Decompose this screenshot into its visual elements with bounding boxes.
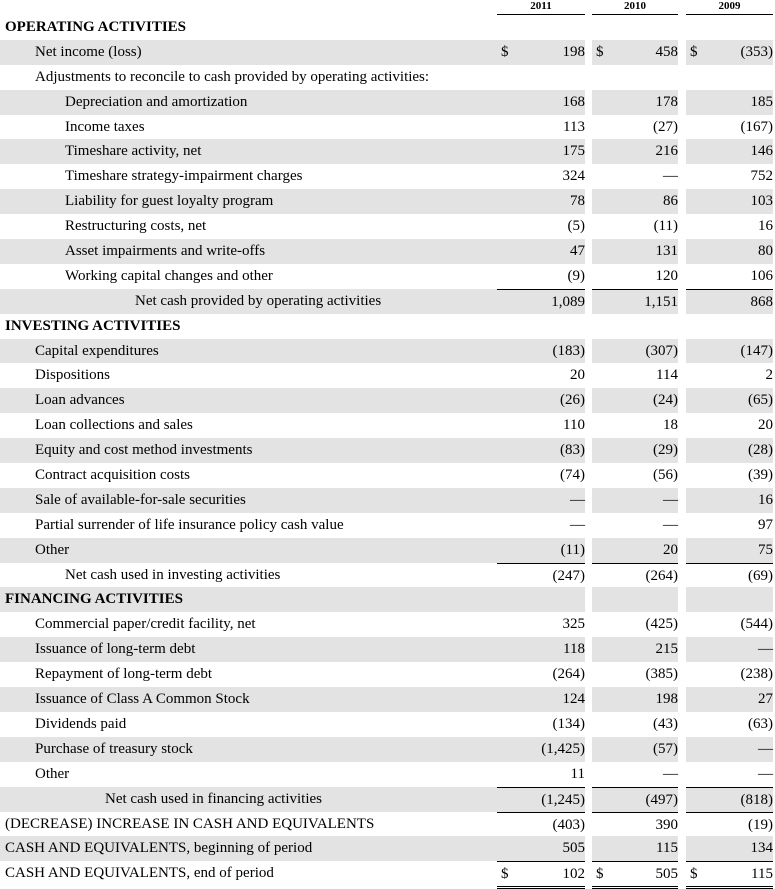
statement-row: [0, 40, 775, 65]
statement-row: [0, 662, 775, 687]
value-cell-2010: [592, 712, 678, 736]
cell-value: (28): [748, 442, 773, 459]
cell-value: 103: [750, 193, 773, 210]
value-cell-2009: [686, 587, 773, 611]
value-cell-2010: [592, 15, 678, 39]
value-cell-2010: [592, 861, 678, 889]
cell-value: (83): [560, 442, 585, 459]
value-cell-2009: [686, 712, 773, 736]
value-cell-2010: [592, 488, 678, 512]
value-cell-2011: [497, 40, 585, 64]
value-cell-2010: [592, 164, 678, 188]
row-label: Depreciation and amortization: [65, 93, 248, 110]
cell-value: —: [758, 641, 773, 658]
value-cell-2011: [497, 488, 585, 512]
value-cell-2009: [686, 314, 773, 338]
value-cell-2011: [497, 737, 585, 761]
value-cell-2009: [686, 363, 773, 387]
value-cell-2009: [686, 662, 773, 686]
value-cell-2011: [497, 438, 585, 462]
value-cell-2011: [497, 587, 585, 611]
value-cell-2010: [592, 737, 678, 761]
row-label: Net cash used in investing activities: [65, 566, 281, 583]
value-cell-2010: [592, 115, 678, 139]
value-cell-2010: [592, 339, 678, 363]
row-label: Net cash used in financing activities: [105, 790, 323, 807]
statement-row: [0, 15, 775, 40]
value-cell-2010: [592, 90, 678, 114]
section-heading: FINANCING ACTIVITIES: [5, 591, 183, 608]
statement-row: [0, 513, 775, 538]
value-cell-2009: [686, 836, 773, 860]
cell-value: 752: [750, 168, 773, 185]
cell-value: 505: [562, 840, 585, 857]
value-cell-2009: [686, 563, 773, 588]
cell-value: (167): [740, 118, 773, 135]
statement-row: [0, 861, 775, 886]
value-cell-2010: [592, 214, 678, 238]
row-label: Repayment of long-term debt: [35, 666, 213, 683]
cell-value: 20: [663, 541, 678, 558]
cell-value: (307): [645, 342, 678, 359]
row-label: Dividends paid: [35, 715, 127, 732]
value-cell-2009: [686, 787, 773, 812]
cell-value: —: [570, 491, 585, 508]
cell-value: (238): [740, 666, 773, 683]
cell-value: 113: [563, 118, 585, 135]
value-cell-2010: [592, 413, 678, 437]
value-cell-2010: [592, 662, 678, 686]
statement-row: [0, 712, 775, 737]
cell-value: 20: [570, 367, 585, 384]
value-cell-2011: [497, 662, 585, 686]
value-cell-2011: [497, 289, 585, 314]
row-label: Sale of available-for-sale securities: [35, 491, 246, 508]
statement-row: [0, 463, 775, 488]
cell-value: (11): [560, 541, 585, 558]
value-cell-2011: [497, 388, 585, 412]
value-cell-2011: [497, 687, 585, 711]
row-label: Asset impairments and write-offs: [65, 243, 266, 260]
cell-value: 175: [562, 143, 585, 160]
value-cell-2009: [686, 463, 773, 487]
statement-row: [0, 687, 775, 712]
cell-value: (147): [740, 342, 773, 359]
value-cell-2010: [592, 65, 678, 89]
cell-value: —: [663, 765, 678, 782]
cell-value: —: [663, 516, 678, 533]
value-cell-2010: [592, 139, 678, 163]
cell-value: 115: [751, 866, 773, 883]
row-label: Partial surrender of life insurance policy cash value: [35, 516, 344, 533]
statement-row: [0, 189, 775, 214]
cell-value: —: [570, 516, 585, 533]
value-cell-2010: [592, 563, 678, 588]
cell-value: —: [758, 765, 773, 782]
cell-value: (183): [552, 342, 585, 359]
cell-value: 27: [758, 691, 773, 708]
statement-row: [0, 164, 775, 189]
value-cell-2010: [592, 239, 678, 263]
value-cell-2009: [686, 538, 773, 562]
statement-row: [0, 139, 775, 164]
cell-value: (29): [653, 442, 678, 459]
statement-row: [0, 787, 775, 812]
statement-row: [0, 339, 775, 364]
row-label: Loan advances: [35, 392, 125, 409]
value-cell-2011: [497, 139, 585, 163]
section-heading: OPERATING ACTIVITIES: [5, 19, 187, 35]
value-cell-2011: [497, 214, 585, 238]
value-cell-2010: [592, 637, 678, 661]
statement-row: [0, 563, 775, 588]
year-header-2009: 2009: [686, 0, 773, 15]
value-cell-2010: [592, 314, 678, 338]
row-label: Working capital changes and other: [65, 267, 273, 284]
value-cell-2010: [592, 587, 678, 611]
currency-symbol: $: [690, 866, 698, 883]
value-cell-2009: [686, 737, 773, 761]
value-cell-2010: [592, 388, 678, 412]
value-cell-2009: [686, 264, 773, 288]
row-label: Dispositions: [35, 367, 111, 384]
cell-value: 124: [562, 691, 585, 708]
value-cell-2009: [686, 115, 773, 139]
statement-row: [0, 115, 775, 140]
value-cell-2010: [592, 513, 678, 537]
cell-value: (497): [645, 791, 678, 808]
value-cell-2011: [497, 712, 585, 736]
value-cell-2009: [686, 488, 773, 512]
statement-rows: [0, 15, 775, 886]
cell-value: 18: [663, 417, 678, 434]
cell-value: 75: [758, 541, 773, 558]
value-cell-2009: [686, 214, 773, 238]
row-label: CASH AND EQUIVALENTS, end of period: [5, 865, 274, 882]
cell-value: (353): [740, 43, 773, 60]
cell-value: 198: [655, 691, 678, 708]
cell-value: 110: [563, 417, 585, 434]
row-label: (DECREASE) INCREASE IN CASH AND EQUIVALENTS: [5, 815, 375, 832]
statement-row: [0, 612, 775, 637]
row-label: Issuance of Class A Common Stock: [35, 691, 250, 708]
value-cell-2011: [497, 861, 585, 889]
row-label: Capital expenditures: [35, 342, 159, 359]
cell-value: —: [758, 740, 773, 757]
cell-value: 131: [655, 243, 678, 260]
cell-value: 458: [655, 43, 678, 60]
statement-row: [0, 363, 775, 388]
value-cell-2010: [592, 264, 678, 288]
value-cell-2010: [592, 363, 678, 387]
value-cell-2011: [497, 90, 585, 114]
cell-value: (24): [653, 392, 678, 409]
row-label: Restructuring costs, net: [65, 218, 207, 235]
value-cell-2009: [686, 861, 773, 889]
cell-value: —: [663, 491, 678, 508]
currency-symbol: $: [501, 43, 509, 60]
row-label: Timeshare activity, net: [65, 143, 202, 160]
value-cell-2011: [497, 762, 585, 786]
value-cell-2010: [592, 538, 678, 562]
value-cell-2009: [686, 40, 773, 64]
value-cell-2009: [686, 438, 773, 462]
statement-row: [0, 214, 775, 239]
value-cell-2010: [592, 438, 678, 462]
statement-row: [0, 289, 775, 314]
value-cell-2009: [686, 15, 773, 39]
cell-value: 86: [663, 193, 678, 210]
cell-value: (19): [748, 816, 773, 833]
value-cell-2010: [592, 612, 678, 636]
cell-value: (74): [560, 467, 585, 484]
value-cell-2011: [497, 264, 585, 288]
statement-row: [0, 438, 775, 463]
statement-row: [0, 65, 775, 90]
cell-value: 1,151: [644, 293, 678, 310]
cell-value: (39): [748, 467, 773, 484]
value-cell-2011: [497, 612, 585, 636]
cell-value: (247): [552, 567, 585, 584]
cell-value: 97: [758, 516, 773, 533]
cell-value: (264): [552, 666, 585, 683]
value-cell-2011: [497, 787, 585, 812]
cell-value: (69): [748, 567, 773, 584]
cell-value: (9): [567, 267, 585, 284]
value-cell-2011: [497, 15, 585, 39]
value-cell-2011: [497, 164, 585, 188]
cell-value: 102: [562, 866, 585, 883]
cell-value: 185: [750, 93, 773, 110]
value-cell-2010: [592, 687, 678, 711]
statement-row: [0, 637, 775, 662]
value-cell-2011: [497, 637, 585, 661]
cell-value: 114: [656, 367, 678, 384]
cell-value: (57): [653, 740, 678, 757]
value-cell-2011: [497, 239, 585, 263]
value-cell-2011: [497, 413, 585, 437]
cell-value: (43): [653, 715, 678, 732]
value-cell-2009: [686, 413, 773, 437]
cell-value: 120: [655, 267, 678, 284]
row-label: Issuance of long-term debt: [35, 641, 196, 658]
row-label: Equity and cost method investments: [35, 442, 253, 459]
statement-row: [0, 264, 775, 289]
cell-value: 324: [562, 168, 585, 185]
value-cell-2010: [592, 289, 678, 314]
cell-value: 11: [570, 765, 585, 782]
statement-row: [0, 737, 775, 762]
cell-value: 390: [655, 816, 678, 833]
value-cell-2011: [497, 115, 585, 139]
row-label: Commercial paper/credit facility, net: [35, 616, 256, 633]
value-cell-2009: [686, 812, 773, 837]
value-cell-2009: [686, 90, 773, 114]
value-cell-2009: [686, 239, 773, 263]
statement-row: [0, 239, 775, 264]
cell-value: (26): [560, 392, 585, 409]
cell-value: 16: [758, 491, 773, 508]
value-cell-2010: [592, 787, 678, 812]
cell-value: (11): [653, 218, 678, 235]
value-cell-2009: [686, 164, 773, 188]
value-cell-2009: [686, 513, 773, 537]
statement-row: [0, 90, 775, 115]
value-cell-2011: [497, 812, 585, 837]
cell-value: 1,089: [551, 293, 585, 310]
row-label: Timeshare strategy-impairment charges: [65, 168, 303, 185]
value-cell-2011: [497, 463, 585, 487]
year-header-2010: 2010: [592, 0, 678, 15]
cell-value: 78: [570, 193, 585, 210]
cell-value: (1,245): [541, 791, 585, 808]
cell-value: 134: [750, 840, 773, 857]
row-label: Adjustments to reconcile to cash provided by operating activities:: [35, 68, 430, 85]
value-cell-2011: [497, 513, 585, 537]
cell-value: 178: [655, 93, 678, 110]
cell-value: 215: [655, 641, 678, 658]
value-cell-2011: [497, 65, 585, 89]
value-cell-2010: [592, 463, 678, 487]
cell-value: (134): [552, 715, 585, 732]
statement-row: [0, 587, 775, 612]
value-cell-2011: [497, 189, 585, 213]
currency-symbol: $: [501, 866, 509, 883]
cell-value: (403): [552, 816, 585, 833]
statement-row: [0, 314, 775, 339]
value-cell-2009: [686, 289, 773, 314]
value-cell-2009: [686, 637, 773, 661]
cell-value: 115: [656, 840, 678, 857]
cell-value: 505: [655, 866, 678, 883]
cell-value: 216: [655, 143, 678, 160]
cell-value: (544): [740, 616, 773, 633]
row-label: Income taxes: [65, 118, 145, 135]
value-cell-2010: [592, 40, 678, 64]
row-label: Purchase of treasury stock: [35, 740, 193, 757]
cell-value: (27): [653, 118, 678, 135]
cell-value: (818): [740, 791, 773, 808]
cell-value: 146: [750, 143, 773, 160]
value-cell-2010: [592, 762, 678, 786]
currency-symbol: $: [690, 43, 698, 60]
value-cell-2009: [686, 139, 773, 163]
cell-value: (56): [653, 467, 678, 484]
statement-row: [0, 388, 775, 413]
cell-value: 168: [562, 93, 585, 110]
row-label: Net income (loss): [35, 43, 142, 60]
value-cell-2011: [497, 339, 585, 363]
value-cell-2011: [497, 836, 585, 860]
currency-symbol: $: [596, 43, 604, 60]
statement-row: [0, 836, 775, 861]
value-cell-2009: [686, 687, 773, 711]
value-cell-2010: [592, 836, 678, 860]
year-header-2011: 2011: [497, 0, 585, 15]
value-cell-2011: [497, 363, 585, 387]
cell-value: (5): [567, 218, 585, 235]
value-cell-2011: [497, 314, 585, 338]
cell-value: (425): [645, 616, 678, 633]
value-cell-2009: [686, 762, 773, 786]
value-cell-2011: [497, 538, 585, 562]
value-cell-2010: [592, 812, 678, 837]
cell-value: (385): [645, 666, 678, 683]
cell-value: 20: [758, 417, 773, 434]
value-cell-2009: [686, 612, 773, 636]
cell-value: 118: [563, 641, 585, 658]
value-cell-2009: [686, 189, 773, 213]
cell-value: 47: [570, 243, 585, 260]
statement-row: [0, 762, 775, 787]
value-cell-2009: [686, 388, 773, 412]
row-label: Net cash provided by operating activities: [135, 292, 382, 309]
statement-row: [0, 413, 775, 438]
value-cell-2009: [686, 339, 773, 363]
cell-value: —: [663, 168, 678, 185]
row-label: Contract acquisition costs: [35, 467, 190, 484]
row-label: Other: [35, 541, 70, 558]
cell-value: 325: [562, 616, 585, 633]
statement-row: [0, 488, 775, 513]
cell-value: 198: [562, 43, 585, 60]
statement-row: [0, 538, 775, 563]
statement-row: [0, 812, 775, 837]
value-cell-2010: [592, 189, 678, 213]
cell-value: (65): [748, 392, 773, 409]
cell-value: (264): [645, 567, 678, 584]
row-label: Other: [35, 765, 70, 782]
cell-value: 106: [750, 267, 773, 284]
cell-value: (63): [748, 715, 773, 732]
currency-symbol: $: [596, 866, 604, 883]
cell-value: 868: [750, 293, 773, 310]
cell-value: 2: [765, 367, 773, 384]
row-label: Liability for guest loyalty program: [65, 193, 274, 210]
value-cell-2011: [497, 563, 585, 588]
cell-value: (1,425): [541, 740, 585, 757]
row-label: CASH AND EQUIVALENTS, beginning of period: [5, 840, 313, 857]
row-label: Loan collections and sales: [35, 417, 193, 434]
value-cell-2009: [686, 65, 773, 89]
section-heading: INVESTING ACTIVITIES: [5, 317, 181, 334]
cell-value: 16: [758, 218, 773, 235]
cell-value: 80: [758, 243, 773, 260]
